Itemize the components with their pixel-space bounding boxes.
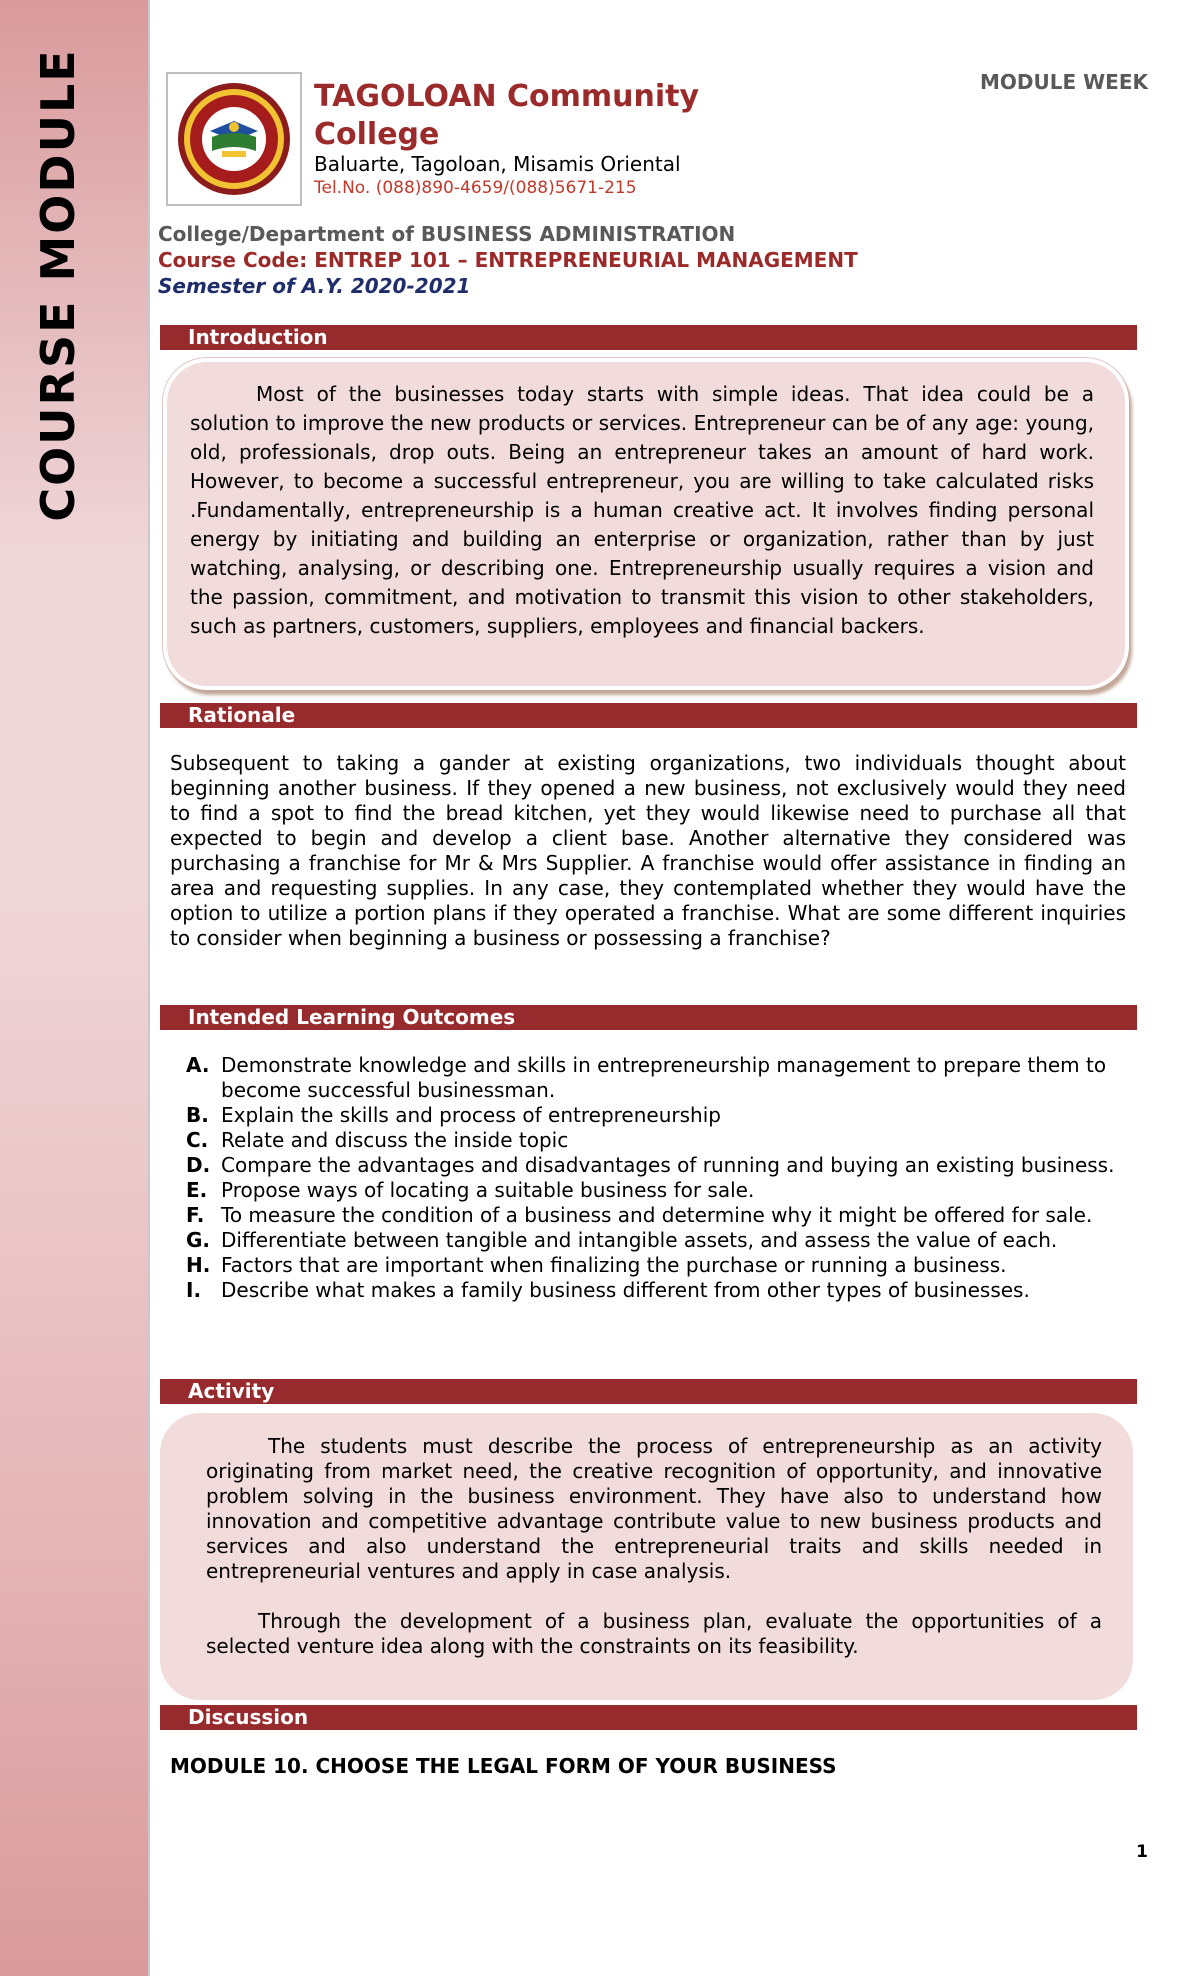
page-number: 1 bbox=[1136, 1842, 1148, 1862]
section-bar-ilo: Intended Learning Outcomes bbox=[160, 1005, 1137, 1030]
ilo-letter: I. bbox=[186, 1278, 202, 1302]
ilo-text: Propose ways of locating a suitable business for sale. bbox=[221, 1178, 755, 1202]
sidebar-title: COURSE MODULE bbox=[31, 48, 85, 522]
ilo-text: Explain the skills and process of entrepreneurship bbox=[221, 1103, 721, 1127]
sidebar-band bbox=[0, 0, 150, 1976]
list-item bbox=[186, 1203, 1132, 1228]
section-bar-discussion: Discussion bbox=[160, 1705, 1137, 1730]
ilo-letter: H. bbox=[186, 1253, 211, 1277]
ilo-letter: A. bbox=[186, 1053, 210, 1077]
ilo-letter: F. bbox=[186, 1203, 205, 1227]
college-seal-icon bbox=[176, 81, 292, 197]
college-logo bbox=[166, 72, 302, 206]
college-name: TAGOLOAN Community College bbox=[314, 79, 700, 152]
list-item bbox=[186, 1128, 1132, 1153]
ilo-text: Demonstrate knowledge and skills in entrepreneurship management to prepare them to become successful businessman. bbox=[221, 1053, 1107, 1102]
ilo-letter: E. bbox=[186, 1178, 208, 1202]
ilo-list bbox=[186, 1053, 1132, 1303]
list-item bbox=[186, 1103, 1132, 1128]
activity-paragraph-2: Through the development of a business plan, evaluate the opportunities of a selected venture idea along with the constraints on its feasibility. bbox=[206, 1609, 1102, 1658]
ilo-text: Differentiate between tangible and intangible assets, and assess the value of each. bbox=[221, 1228, 1058, 1252]
ilo-text: To measure the condition of a business and determine why it might be offered for sale. bbox=[221, 1203, 1093, 1227]
list-item bbox=[186, 1153, 1132, 1178]
ilo-text: Factors that are important when finalizing the purchase or running a business. bbox=[221, 1253, 1007, 1277]
ilo-text: Relate and discuss the inside topic bbox=[221, 1128, 569, 1152]
ilo-letter: B. bbox=[186, 1103, 209, 1127]
section-bar-activity: Activity bbox=[160, 1379, 1137, 1404]
list-item bbox=[186, 1228, 1132, 1253]
list-item bbox=[186, 1278, 1132, 1303]
list-item bbox=[186, 1053, 1132, 1103]
section-bar-rationale: Rationale bbox=[160, 703, 1137, 728]
ilo-letter: D. bbox=[186, 1153, 211, 1177]
list-item bbox=[186, 1178, 1132, 1203]
list-item bbox=[186, 1253, 1132, 1278]
discussion-heading: MODULE 10. CHOOSE THE LEGAL FORM OF YOUR BUSINESS bbox=[170, 1754, 837, 1778]
module-week-label: MODULE WEEK bbox=[980, 70, 1148, 94]
ilo-letter: G. bbox=[186, 1228, 211, 1252]
rationale-text: Subsequent to taking a gander at existing organizations, two individuals thought about beginning another business. If they opened a new business, not exclusively would they need to find a spot to find the bread kitchen, yet they would likewise need to purchase all that expected to begin and develop a client base. Another alternative they considered was purchasing a franchise for Mr & Mrs Supplier. A franchise would offer assistance in finding an area and requesting supplies. In any case, they contemplated whether they would have the option to utilize a portion plans if they operated a franchise. What are some different inquiries to consider when beginning a business or possessing a franchise? bbox=[170, 751, 1126, 950]
department-line: College/Department of BUSINESS ADMINISTRATION bbox=[158, 222, 736, 246]
college-telephone: Tel.No. (088)890-4659/(088)5671-215 bbox=[314, 178, 637, 198]
college-address: Baluarte, Tagoloan, Misamis Oriental bbox=[314, 152, 681, 176]
course-code-line: Course Code: ENTREP 101 – ENTREPRENEURIAL MANAGEMENT bbox=[158, 248, 858, 272]
introduction-text: Most of the businesses today starts with simple ideas. That idea could be a solution to improve the new products or services. Entrepreneur can be of any age: young, old, professionals, drop outs. Being an entrepreneur takes an amount of hard work. However, to become a successful entrepreneur, you are willing to take calculated risks .Fundamentally, entrepreneurship is a human creative act. It involves finding personal energy by initiating and building an enterprise or organization, rather than by just watching, analysing, or describing one. Entrepreneurship usually requires a vision and the passion, commitment, and motivation to transmit this vision to other stakeholders, such as partners, customers, suppliers, employees and financial backers. bbox=[190, 382, 1094, 638]
ilo-text: Describe what makes a family business different from other types of businesses. bbox=[221, 1278, 1030, 1302]
ilo-text: Compare the advantages and disadvantages of running and buying an existing business. bbox=[221, 1153, 1115, 1177]
section-bar-introduction: Introduction bbox=[160, 325, 1137, 350]
semester-line: Semester of A.Y. 2020-2021 bbox=[158, 274, 471, 298]
ilo-letter: C. bbox=[186, 1128, 209, 1152]
activity-paragraph-1: The students must describe the process of entrepreneurship as an activity originating from market need, the creative recognition of opportunity, and innovative problem solving in the business environment. They have also to understand how innovation and competitive advantage contribute value to new business products and services and also understand the entrepreneurial traits and skills needed in entrepreneurial ventures and apply in case analysis. bbox=[206, 1434, 1102, 1583]
